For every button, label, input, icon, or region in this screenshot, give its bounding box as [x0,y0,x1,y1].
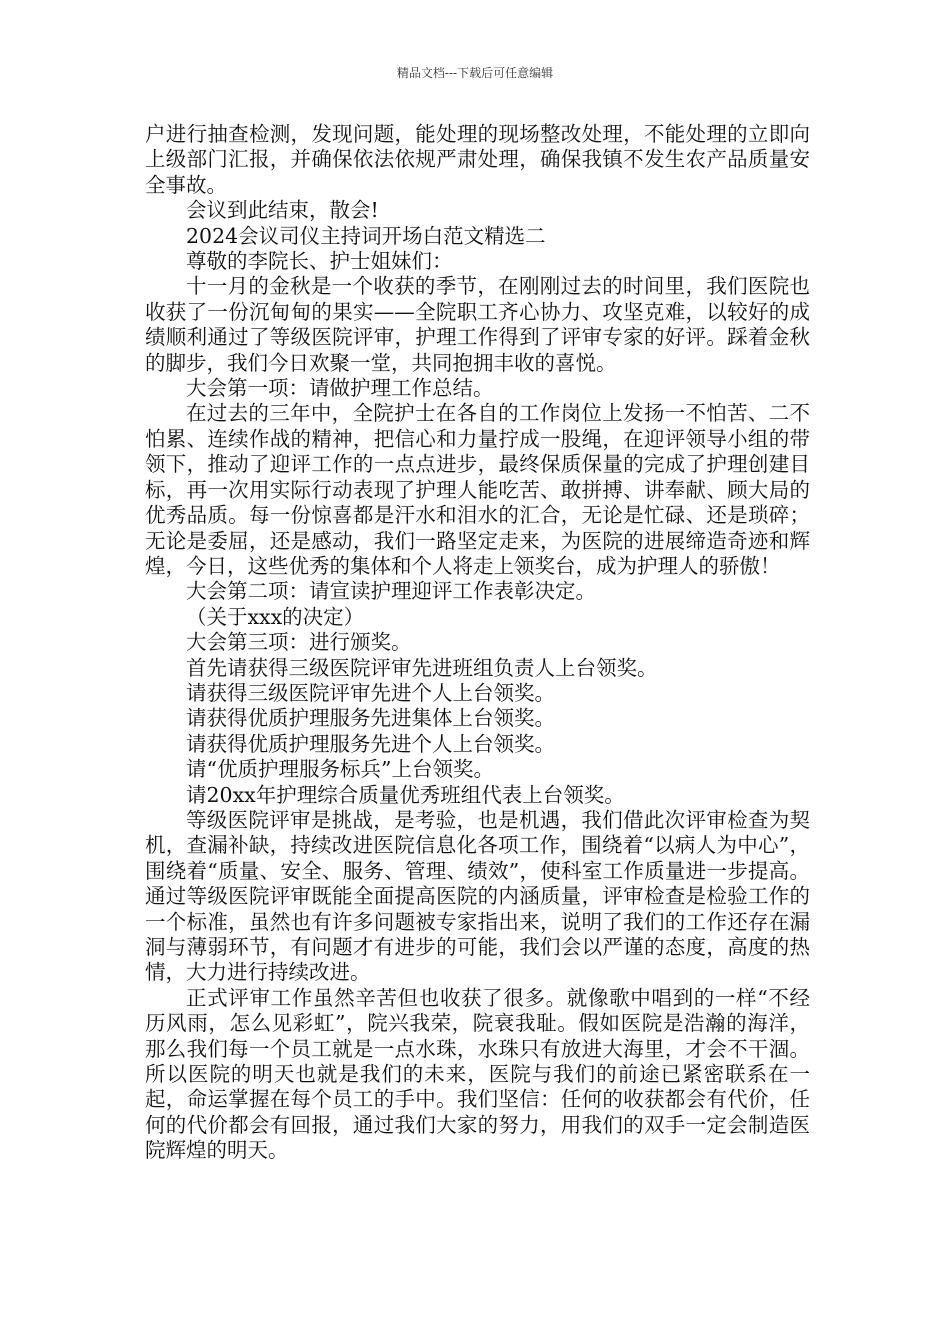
paragraph-award-3: 请获得优质护理服务先进集体上台领奖。 [186,706,555,731]
document-body [145,122,810,1164]
paragraph-award-2: 请获得三级医院评审先进个人上台领奖。 [186,680,555,705]
paragraph-agenda-1: 大会第一项：请做护理工作总结。 [186,376,494,401]
paragraph-decision: （关于xxx的决定） [186,604,365,629]
paragraph-summary: 在过去的三年中，全院护士在各自的工作岗位上发扬一不怕苦、二不怕累、连续作战的精神，把信心和力量拧成一股绳，在迎评领导小组的带领下，推动了迎评工作的一点点进步，最终保质保量的完成了护理创建目标，再一次用实际行动表现了护理人能吃苦、敢拼搏、讲奉献、顾大局的优秀品质。每一份惊喜都是汗水和泪水的汇合，无论是忙碌、还是琐碎；无论是委屈，还是感动，我们一路坚定走来，为医院的进展缔造奇迹和辉煌，今日，这些优秀的集体和个人将走上领奖台，成为护理人的骄傲！ [145,401,810,578]
paragraph-meeting-close: 会议到此结束，散会! [186,198,379,223]
paragraph-closing: 正式评审工作虽然辛苦但也收获了很多。就像歌中唱到的一样“不经历风雨，怎么见彩虹”，院兴我荣，院衰我耻。假如医院是浩瀚的海洋，那么我们每一个员工就是一点水珠，水珠只有放进大海里，才会不干涸。所以医院的明天也就是我们的未来，医院与我们的前途已紧密联系在一起，命运掌握在每个员工的手中。我们坚信：任何的收获都会有代价，任何的代价都会有回报，通过我们大家的努力，用我们的双手一定会制造医院辉煌的明天。 [145,985,810,1163]
paragraph-opening: 十一月的金秋是一个收获的季节，在刚刚过去的时间里，我们医院也收获了一份沉甸甸的果实——全院职工齐心协力、攻坚克难，以较好的成绩顺利通过了等级医院评审，护理工作得到了评审专家的好评。踩着金秋的脚步，我们今日欢聚一堂，共同抱拥丰收的喜悦。 [145,274,810,375]
paragraph-award-1: 首先请获得三级医院评审先进班组负责人上台领奖。 [186,655,658,680]
section-title: 2024会议司仪主持词开场白范文精选二 [186,223,546,248]
paragraph-award-6: 请20xx年护理综合质量优秀班组代表上台领奖。 [186,782,625,807]
paragraph-agenda-2: 大会第二项：请宣读护理迎评工作表彰决定。 [186,579,596,604]
paragraph-award-4: 请获得优质护理服务先进个人上台领奖。 [186,731,555,756]
paragraph-continuation: 户进行抽查检测，发现问题，能处理的现场整改处理，不能处理的立即向上级部门汇报，并确保依法依规严肃处理，确保我镇不发生农产品质量安全事故。 [145,122,810,197]
paragraph-agenda-3: 大会第三项：进行颁奖。 [186,630,412,655]
page-header: 精品文档---下载后可任意编辑 [396,66,554,80]
paragraph-award-5: 请“优质护理服务标兵”上台领奖。 [186,757,494,782]
paragraph-review: 等级医院评审是挑战，是考验，也是机遇，我们借此次评审检查为契机，查漏补缺，持续改进医院信息化各项工作，围绕着“以病人为中心”，围绕着“质量、安全、服务、管理、绩效”，使科室工作质量进一步提高。通过等级医院评审既能全面提高医院的内涵质量，评审检查是检验工作的一个标准，虽然也有许多问题被专家指出来，说明了我们的工作还存在漏洞与薄弱环节，有问题才有进步的可能，我们会以严谨的态度，高度的热情，大力进行持续改进。 [145,807,810,985]
paragraph-salutation: 尊敬的李院长、护士姐妹们： [186,249,453,274]
